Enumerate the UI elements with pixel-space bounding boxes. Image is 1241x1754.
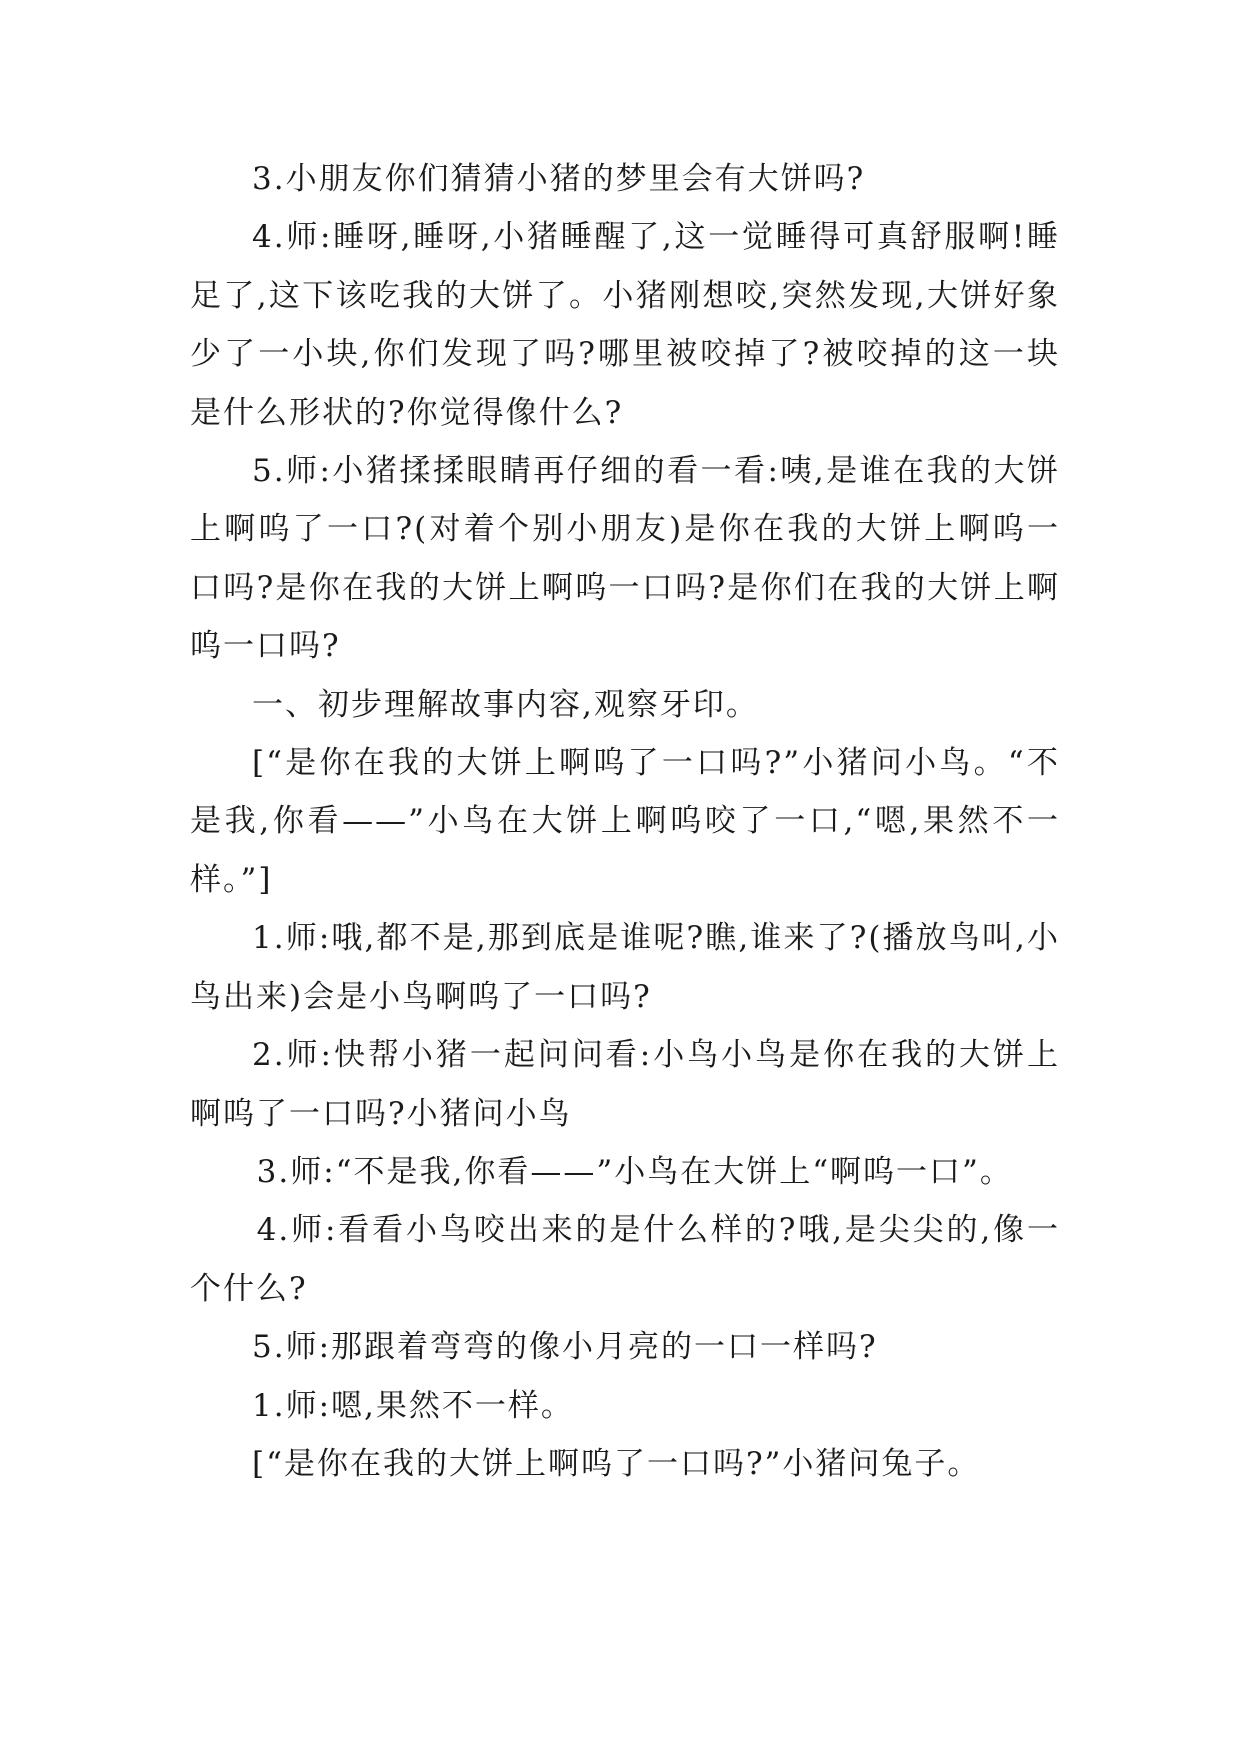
paragraph: 5.师:那跟着弯弯的像小月亮的一口一样吗? <box>252 1329 878 1366</box>
paragraph: 4.师:看看小鸟咬出来的是什么样的?哦,是尖尖的,像一个什么? <box>190 1212 1060 1307</box>
paragraph: 3.师:“不是我,你看——”小鸟在大饼上“啊呜一口”。 <box>256 1153 1013 1190</box>
story-quote: [“是你在我的大饼上啊呜了一口吗?”小猪问兔子。 <box>252 1445 981 1482</box>
paragraph: 2.师:快帮小猪一起问问看:小鸟小鸟是你在我的大饼上啊呜了一口吗?小猪问小鸟 <box>190 1037 1060 1132</box>
document-body <box>190 150 1060 1493</box>
paragraph: 3.小朋友你们猜猜小猪的梦里会有大饼吗? <box>252 161 866 197</box>
paragraph: 1.师:哦,都不是,那到底是谁呢?瞧,谁来了?(播放鸟叫,小鸟出来)会是小鸟啊呜了一口吗? <box>190 920 1060 1015</box>
section-heading: 一、初步理解故事内容,观察牙印。 <box>252 686 759 723</box>
paragraph: 5.师:小猪揉揉眼睛再仔细的看一看:咦,是谁在我的大饼上啊呜了一口?(对着个别小朋友)是你在我的大饼上啊呜一口吗?是你在我的大饼上啊呜一口吗?是你们在我的大饼上啊呜一口吗? <box>190 453 1060 665</box>
paragraph: 4.师:睡呀,睡呀,小猪睡醒了,这一觉睡得可真舒服啊!睡足了,这下该吃我的大饼了。小猪刚想咬,突然发现,大饼好象少了一小块,你们发现了吗?哪里被咬掉了?被咬掉的这一块是什么形状的?你觉得像什么? <box>190 219 1060 431</box>
paragraph: 1.师:嗯,果然不一样。 <box>252 1387 574 1424</box>
story-quote: [“是你在我的大饼上啊呜了一口吗?”小猪问小鸟。“不是我,你看——”小鸟在大饼上啊呜咬了一口,“嗯,果然不一样。”] <box>190 745 1060 898</box>
